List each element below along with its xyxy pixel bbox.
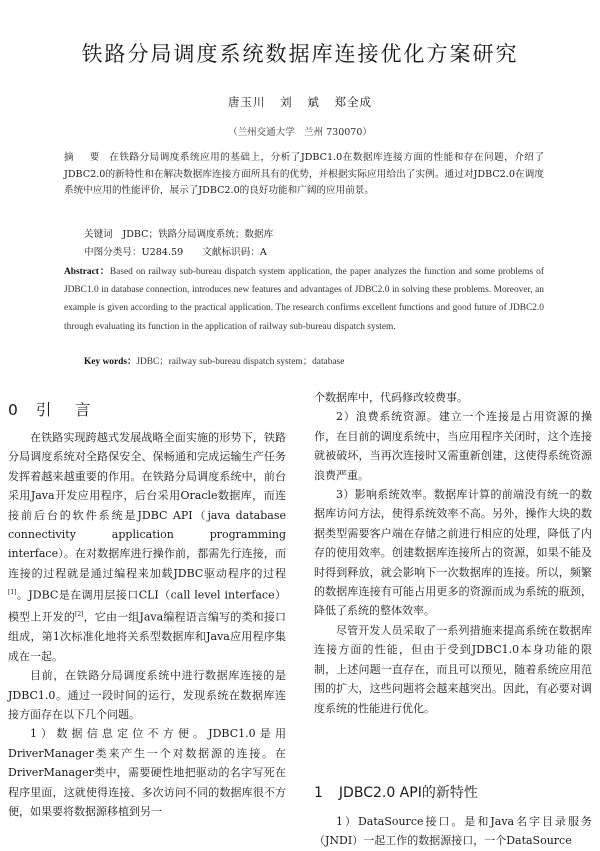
authors: 唐玉川 刘 斌 郑全成: [228, 95, 372, 109]
section-heading-jdbc2: [314, 782, 478, 802]
classification-number: 中图分类号：U284.59: [84, 247, 184, 258]
paragraph: 1）DataSource接口。是和Java名字目录服务（JNDI）一起工作的数据源接口，一个DataSource: [314, 815, 592, 848]
abstract-cn: [64, 150, 544, 200]
abstract-en: [64, 263, 544, 336]
paragraph: 2）浪费系统资源。建立一个连接是占用资源的操作，在目前的调度系统中，当应用程序关闭时，这个连接就被破坏，当再次连接时又需重新创建，这使得系统资源浪费严重。: [314, 410, 592, 482]
section-title: 引 言: [35, 401, 95, 419]
section-number: 0: [8, 401, 22, 419]
right-column: [314, 388, 592, 718]
abstract-en-label: Abstract：: [64, 267, 110, 277]
abstract-cn-label: 摘 要: [64, 152, 106, 163]
keywords-en-label: Key words：: [84, 357, 137, 367]
keywords-cn: 关键词 JDBC；铁路分局调度系统；数据库: [84, 229, 274, 240]
paragraph: 尽管开发人员采取了一系列措施来提高系统在数据库连接方面的性能，但由于受到JDBC1.0本身功能的限制，上述问题一直存在，而且可以预见，随着系统应用范围的扩大，这些问题将会越来越突出。因此，有必要对调度系统的性能进行优化。: [314, 623, 592, 715]
paper-title: 铁路分局调度系统数据库连接优化方案研究: [81, 42, 519, 66]
section-title: JDBC2.0 API的新特性: [338, 785, 478, 801]
classification-row: [84, 244, 283, 258]
abstract-cn-text: 在铁路分局调度系统应用的基础上，分析了JDBC1.0在数据库连接方面的性能和存在问题，介绍了JDBC2.0的新特性和在解决数据库连接方面所具有的优势，并根据实际应用给出了实例。通过对JDBC2.0在调度系统中应用的性能评价，展示了JDBC2.0的良好功能和广阔的应用前景。: [64, 152, 544, 196]
affiliation: （兰州交通大学 兰州 730070）: [228, 127, 372, 138]
keywords-en: [84, 353, 544, 367]
keywords-en-text: JDBC；railway sub-bureau dispatch system；database: [136, 357, 345, 367]
paragraph: 在铁路实现跨越式发展战略全面实施的形势下，铁路分局调度系统对全路保安全、保畅通和完成运输生产任务发挥着越来越重要的作用。在铁路分局调度系统中，前台采用Java开发应用程序，后台采用Oracle数据库，而连接前后台的软件系统是JDBC API（java database connectivity application programming interface）。在对数据库进行操作前，都需先行连接，而连接的过程就是通过编程来加载JDBC驱动程序的过程[1]。JDBC是在调用层接口CLI（call level interface）模型上开发的[2]，它由一组Java编程语言编写的类和接口组成，第1次标准化地将关系型数据库和Java应用程序集成在一起。: [8, 431, 286, 663]
abstract-en-text: Based on railway sub-bureau dispatch system application, the paper analyzes the function and some problems of JDBC1.0 in database connection, introduces new features and advantages of JDBC2.0 in solving these problems. Moreover, an example is given according to the practical application. The research confirms excellent functions and good future of JDBC2.0 through evaluating its function in the application of railway sub-bureau dispatch system.: [64, 267, 544, 332]
section-number: 1: [314, 785, 323, 801]
paragraph: 目前，在铁路分局调度系统中进行数据库连接的是JDBC1.0。通过一段时间的运行，发现系统在数据库连接方面存在以下几个问题。: [8, 669, 286, 721]
document-code: 文献标识码：A: [202, 247, 267, 258]
left-column: [8, 428, 286, 821]
paragraph: 个数据库中，代码修改较费事。: [314, 391, 468, 404]
paragraph: 3）影响系统效率。数据库计算的前端没有统一的数据库访问方法，使得系统效率不高。另外，操作大块的数据类型需要客户端在存储之前进行相应的处理，降低了内存的使用效率。创建数据库连接所占的资源，如果不能及时得到释放，就会影响下一次数据库的连接。所以，频繁的数据库连接有可能占用更多的资源而成为系统的瓶颈，降低了系统的整体效率。: [314, 488, 592, 618]
paragraph: 1）数据信息定位不方便。JDBC1.0是用DriverManager类来产生一个对数据源的连接。在DriverManager类中，需要硬性地把驱动的名字写死在程序里面，这就使得连接、多次访问不同的数据库很不方便，如果要将数据源移植到另一: [8, 727, 286, 819]
right-column-continued: [314, 812, 592, 851]
section-heading-intro: [8, 398, 94, 420]
